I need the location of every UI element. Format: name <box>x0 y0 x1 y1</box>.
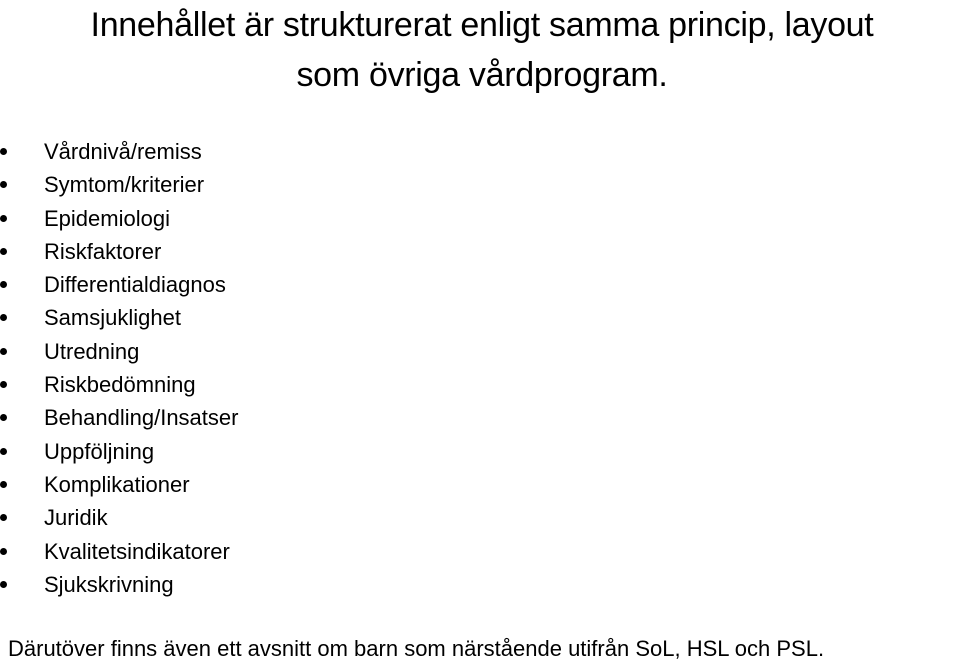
list-item-label: Vårdnivå/remiss <box>44 139 202 164</box>
bullet-icon <box>0 581 7 588</box>
list-item-label: Komplikationer <box>44 471 190 497</box>
list-item-label: Utredning <box>44 338 140 364</box>
footer-note: Därutöver finns även ett avsnitt om barn som närstående utifrån SoL, HSL och PSL. <box>8 636 825 661</box>
list-item-label: Riskfaktorer <box>44 238 162 264</box>
list-item-label: Behandling/Insatser <box>44 405 239 431</box>
list-item-label: Samsjuklighet <box>44 305 181 331</box>
bullet-icon <box>0 481 7 488</box>
bullet-icon <box>0 514 7 521</box>
bullet-icon <box>0 348 7 355</box>
list-item-label: Juridik <box>44 505 108 531</box>
bullet-icon <box>0 281 7 288</box>
slide-title-line-1: Innehållet är strukturerat enligt samma princip, layout <box>90 6 874 44</box>
list-item-label: Kvalitetsindikatorer <box>44 538 230 564</box>
list-item-label: Epidemiologi <box>44 205 170 231</box>
bullet-icon <box>0 381 7 388</box>
slide-title-line-2: som övriga vårdprogram. <box>296 56 668 94</box>
bullet-icon <box>0 314 7 321</box>
bullet-icon <box>0 548 7 555</box>
slide-title <box>8 0 956 100</box>
bullet-icon <box>0 215 7 222</box>
list-item-label: Riskbedömning <box>44 372 196 398</box>
list-item-label: Sjukskrivning <box>44 571 174 597</box>
list-item-label: Uppföljning <box>44 438 155 464</box>
bullet-icon <box>0 448 7 455</box>
bullet-icon <box>0 181 7 188</box>
bullet-icon <box>0 414 7 421</box>
bullet-icon <box>0 148 7 155</box>
list-item-label: Differentialdiagnos <box>44 272 226 298</box>
list-item-label: Symtom/kriterier <box>44 172 205 198</box>
bullet-icon <box>0 248 7 255</box>
